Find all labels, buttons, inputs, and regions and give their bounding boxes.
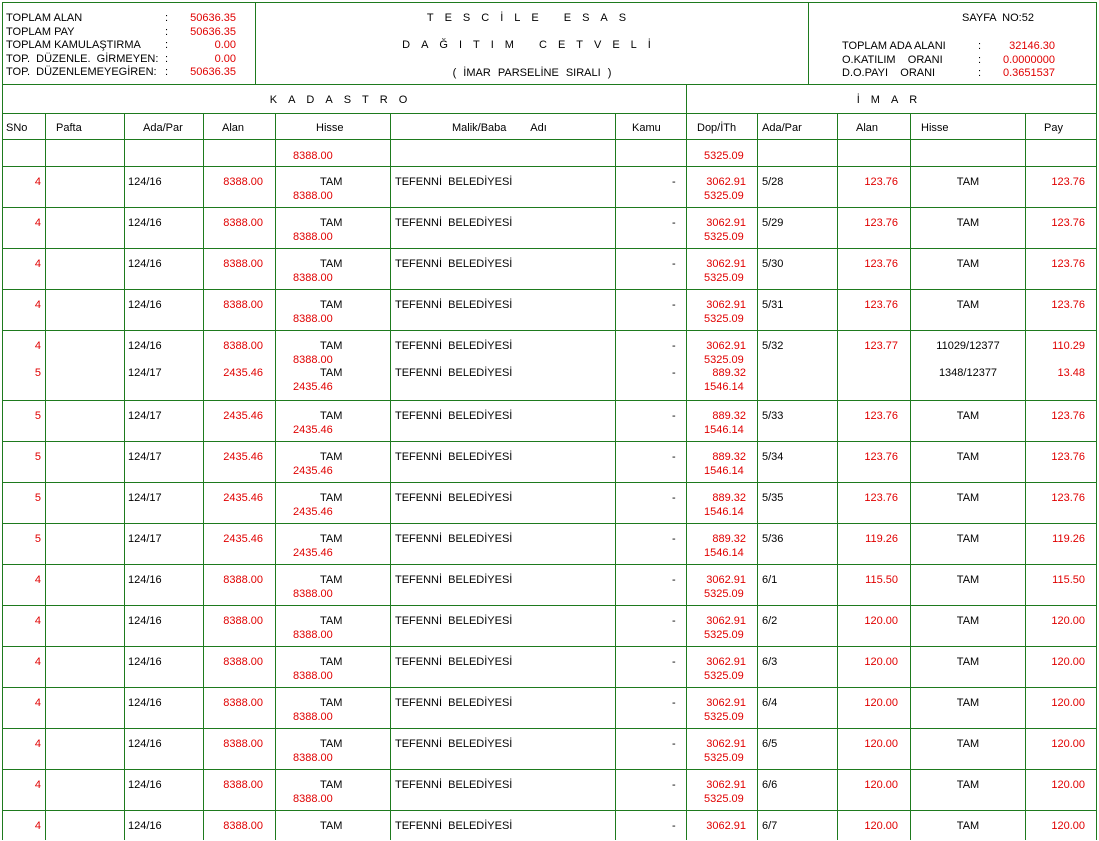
- cell-malik: TEFENNİ BELEDİYESİ: [395, 451, 513, 463]
- cell-dop2: 5325.09: [704, 587, 744, 600]
- cell-adapar: 124/16: [128, 340, 162, 352]
- cell-dop: 3062.91: [706, 574, 746, 586]
- col-imar-adapar: Ada/Par: [762, 122, 802, 134]
- col-adapar: Ada/Par: [143, 122, 183, 134]
- cell-kamu: -: [672, 176, 676, 188]
- cell-alan: 2435.46: [223, 451, 263, 463]
- cell-hisse: TAM: [320, 697, 343, 709]
- total-value: 0.00: [214, 52, 236, 65]
- cell-hisse: TAM: [320, 451, 343, 463]
- cell-imar-hisse: TAM: [956, 299, 980, 311]
- cell-malik: TEFENNİ BELEDİYESİ: [395, 492, 513, 504]
- cell-dop2: 5325.09: [704, 792, 744, 805]
- cell-imar-hisse: TAM: [956, 738, 980, 750]
- cell-malik: TEFENNİ BELEDİYESİ: [395, 820, 513, 832]
- ratio-value: 0.0000000: [1003, 53, 1055, 66]
- cell-kamu: -: [672, 656, 676, 668]
- col-sno: SNo: [6, 122, 28, 134]
- cell-hisse: TAM: [320, 367, 343, 379]
- cell-hisse-area: 8388.00: [293, 710, 333, 723]
- cell-pay: 123.76: [1051, 451, 1085, 463]
- cell-imar-adapar: 5/33: [762, 410, 784, 422]
- cell-imar-adapar: 6/5: [762, 738, 778, 750]
- cell-imar-alan: 119.26: [865, 533, 898, 545]
- cell-imar-hisse: TAM: [956, 697, 980, 709]
- cell-hisse: TAM: [320, 410, 343, 422]
- doc-title-line3: ( İMAR PARSELİNE SIRALI ): [452, 67, 612, 79]
- cell-hisse-area: 8388.00: [293, 751, 333, 764]
- cell-hisse-area: 2435.46: [293, 423, 333, 436]
- cell-imar-alan: 123.76: [864, 299, 898, 311]
- cell-adapar: 124/16: [128, 258, 162, 270]
- cell-dop2: 5325.09: [704, 312, 744, 325]
- cell-kamu: -: [672, 779, 676, 791]
- cell-imar-adapar: 5/35: [762, 492, 784, 504]
- colon: :: [978, 67, 982, 80]
- cell-dop: 889.32: [712, 451, 746, 463]
- cell-sno: 4: [34, 258, 41, 270]
- cell-imar-alan: 120.00: [864, 779, 898, 791]
- cell-hisse: TAM: [320, 533, 343, 545]
- cell-imar-adapar: 5/32: [762, 340, 784, 352]
- total-label: TOP. DÜZENLE. GİRMEYEN:: [6, 52, 159, 65]
- total-value: 0.00: [214, 39, 236, 52]
- cell-malik: TEFENNİ BELEDİYESİ: [395, 656, 513, 668]
- cell-sno: 4: [34, 217, 41, 229]
- cell-dop2: 5325.09: [704, 230, 744, 243]
- cell-imar-alan: 123.76: [864, 217, 898, 229]
- cell-pay: 123.76: [1051, 258, 1085, 270]
- section-kadastro: KADASTRO: [269, 94, 419, 106]
- cell-dop2: 5325.09: [704, 751, 744, 764]
- cell-malik: TEFENNİ BELEDİYESİ: [395, 574, 513, 586]
- cell-pay: 123.76: [1051, 492, 1085, 504]
- total-value: 50636.35: [190, 25, 236, 38]
- cell-alan: 8388.00: [223, 697, 263, 709]
- colon: :: [978, 53, 982, 66]
- carry-dop: 5325.09: [704, 150, 744, 162]
- cell-imar-alan: 120.00: [864, 615, 898, 627]
- cell-dop: 889.32: [712, 492, 746, 504]
- cell-alan: 8388.00: [223, 258, 263, 270]
- cell-sno: 5: [34, 533, 41, 545]
- cell-imar-hisse: TAM: [956, 574, 980, 586]
- cell-dop2: 1546.14: [704, 464, 744, 477]
- cell-imar-adapar: 5/28: [762, 176, 784, 188]
- cell-imar-alan: 123.76: [864, 410, 898, 422]
- ratio-label: D.O.PAYI ORANI: [842, 67, 936, 80]
- col-kamu: Kamu: [632, 122, 661, 134]
- cell-kamu: -: [672, 258, 676, 270]
- cell-pay: 115.50: [1052, 574, 1085, 586]
- cell-imar-adapar: 6/4: [762, 697, 778, 709]
- cell-sno: 4: [34, 697, 41, 709]
- cell-malik: TEFENNİ BELEDİYESİ: [395, 738, 513, 750]
- cell-pay: 110.29: [1052, 340, 1085, 352]
- colon: :: [165, 66, 169, 79]
- cell-dop2: 1546.14: [704, 546, 744, 559]
- ratio-label: TOPLAM ADA ALANI: [842, 40, 946, 52]
- cell-sno: 4: [34, 574, 41, 586]
- cell-kamu: -: [672, 615, 676, 627]
- cell-alan: 2435.46: [223, 533, 263, 545]
- cell-hisse-area: 2435.46: [293, 464, 333, 477]
- cell-kamu: -: [672, 738, 676, 750]
- col-malik: Malik/Baba Adı: [452, 122, 547, 134]
- cell-malik: TEFENNİ BELEDİYESİ: [395, 533, 513, 545]
- cell-alan: 2435.46: [223, 492, 263, 504]
- cell-dop2: 5325.09: [704, 353, 744, 366]
- cell-imar-hisse: TAM: [956, 656, 980, 668]
- total-value: 50636.35: [190, 66, 236, 79]
- cell-hisse: TAM: [320, 738, 343, 750]
- cell-hisse-area: 2435.46: [293, 505, 333, 518]
- cell-dop: 3062.91: [706, 217, 746, 229]
- cell-malik: TEFENNİ BELEDİYESİ: [395, 779, 513, 791]
- cell-alan: 2435.46: [223, 410, 263, 422]
- col-alan: Alan: [222, 122, 245, 134]
- colon: :: [165, 25, 169, 38]
- cell-dop: 3062.91: [706, 738, 746, 750]
- cell-dop2: 1546.14: [704, 423, 744, 436]
- cell-sno: 5: [34, 410, 41, 422]
- section-imar: İMAR: [856, 94, 929, 106]
- cell-hisse-area: 8388.00: [293, 792, 333, 805]
- cell-hisse: TAM: [320, 217, 343, 229]
- cell-hisse-area: 2435.46: [293, 380, 333, 393]
- cell-imar-alan: 120.00: [864, 738, 898, 750]
- cell-dop2: 5325.09: [704, 271, 744, 284]
- cell-sno: 4: [34, 615, 41, 627]
- cell-adapar: 124/17: [128, 410, 162, 422]
- col-dop: Dop/İTh: [697, 122, 737, 134]
- cell-dop2: 5325.09: [704, 628, 744, 641]
- cell-alan: 8388.00: [223, 779, 263, 791]
- ratio-label: O.KATILIM ORANI: [842, 53, 943, 66]
- cell-pay: 123.76: [1051, 217, 1085, 229]
- cell-pay: 123.76: [1051, 176, 1085, 188]
- cell-imar-adapar: 5/29: [762, 217, 784, 229]
- cell-dop: 889.32: [712, 410, 746, 422]
- total-label: TOPLAM ALAN: [6, 12, 83, 24]
- cell-pay: 123.76: [1051, 299, 1085, 311]
- cell-pay: 120.00: [1051, 820, 1085, 832]
- cell-hisse-area: 8388.00: [293, 230, 333, 243]
- cell-imar-hisse: 11029/12377: [936, 340, 1000, 352]
- cell-adapar: 124/16: [128, 615, 162, 627]
- total-label: TOP. DÜZENLEMEYEGİREN:: [6, 66, 157, 79]
- cell-hisse-area: 2435.46: [293, 546, 333, 559]
- cell-imar-alan: 120.00: [864, 656, 898, 668]
- cell-alan: 8388.00: [223, 574, 263, 586]
- cell-imar-adapar: 6/7: [762, 820, 778, 832]
- ratio-value: 32146.30: [1009, 40, 1055, 52]
- cell-dop: 889.32: [712, 367, 746, 379]
- cell-adapar: 124/17: [128, 367, 162, 379]
- doc-title-line2: DAĞITIM CETVELİ: [402, 39, 662, 51]
- cell-hisse-area: 8388.00: [293, 189, 333, 202]
- cell-kamu: -: [672, 410, 676, 422]
- cell-kamu: -: [672, 533, 676, 545]
- cell-adapar: 124/16: [128, 574, 162, 586]
- cell-imar-alan: 123.77: [864, 340, 898, 352]
- colon: :: [165, 12, 169, 24]
- cell-kamu: -: [672, 574, 676, 586]
- cell-sno: 4: [34, 299, 41, 311]
- cell-imar-adapar: 5/34: [762, 451, 784, 463]
- cell-imar-adapar: 6/3: [762, 656, 778, 668]
- cell-imar-hisse: TAM: [956, 176, 980, 188]
- cell-kamu: -: [672, 492, 676, 504]
- cell-hisse-area: 8388.00: [293, 353, 333, 366]
- cell-malik: TEFENNİ BELEDİYESİ: [395, 299, 513, 311]
- cell-imar-alan: 123.76: [864, 176, 898, 188]
- cell-hisse: TAM: [320, 615, 343, 627]
- doc-title-line1: TESCİLE ESAS: [426, 12, 638, 24]
- cell-dop: 3062.91: [706, 697, 746, 709]
- cell-dop: 3062.91: [706, 779, 746, 791]
- cell-alan: 8388.00: [223, 738, 263, 750]
- col-imar-hisse: Hisse: [921, 122, 949, 134]
- cell-adapar: 124/16: [128, 217, 162, 229]
- total-value: 50636.35: [190, 12, 236, 24]
- cell-imar-hisse: TAM: [956, 615, 980, 627]
- cell-kamu: -: [672, 697, 676, 709]
- cell-imar-hisse: TAM: [956, 779, 980, 791]
- cell-dop: 3062.91: [706, 176, 746, 188]
- cell-dop: 3062.91: [706, 340, 746, 352]
- cell-imar-adapar: 5/30: [762, 258, 784, 270]
- cell-malik: TEFENNİ BELEDİYESİ: [395, 615, 513, 627]
- cell-malik: TEFENNİ BELEDİYESİ: [395, 367, 513, 379]
- cell-dop: 889.32: [712, 533, 746, 545]
- cell-imar-alan: 123.76: [864, 492, 898, 504]
- cell-kamu: -: [672, 299, 676, 311]
- cell-pay: 13.48: [1057, 367, 1085, 379]
- cell-hisse-area: 8388.00: [293, 628, 333, 641]
- col-imar-alan: Alan: [856, 122, 879, 134]
- cell-hisse: TAM: [320, 656, 343, 668]
- cell-pay: 120.00: [1051, 779, 1085, 791]
- cell-adapar: 124/16: [128, 820, 162, 832]
- cell-imar-hisse: TAM: [956, 820, 980, 832]
- cell-alan: 8388.00: [223, 176, 263, 188]
- cell-pay: 120.00: [1051, 738, 1085, 750]
- cell-hisse: TAM: [320, 779, 343, 791]
- cell-dop2: 1546.14: [704, 380, 744, 393]
- cell-alan: 2435.46: [223, 367, 263, 379]
- cell-hisse-area: 8388.00: [293, 587, 333, 600]
- cell-malik: TEFENNİ BELEDİYESİ: [395, 217, 513, 229]
- cell-adapar: 124/16: [128, 779, 162, 791]
- cell-sno: 4: [34, 738, 41, 750]
- cell-adapar: 124/16: [128, 697, 162, 709]
- cell-imar-adapar: 6/6: [762, 779, 778, 791]
- cell-pay: 120.00: [1051, 697, 1085, 709]
- cell-imar-alan: 115.50: [865, 574, 898, 586]
- cell-sno: 4: [34, 340, 41, 352]
- cell-hisse: TAM: [320, 574, 343, 586]
- cell-imar-hisse: TAM: [956, 217, 980, 229]
- cell-hisse: TAM: [320, 340, 343, 352]
- cell-hisse-area: 8388.00: [293, 271, 333, 284]
- cell-imar-adapar: 6/1: [762, 574, 778, 586]
- cell-adapar: 124/16: [128, 656, 162, 668]
- carry-hisse: 8388.00: [293, 150, 333, 162]
- cell-dop2: 5325.09: [704, 669, 744, 682]
- cell-malik: TEFENNİ BELEDİYESİ: [395, 340, 513, 352]
- col-pafta: Pafta: [56, 122, 82, 134]
- cell-imar-adapar: 6/2: [762, 615, 778, 627]
- cell-dop2: 5325.09: [704, 710, 744, 723]
- cell-imar-hisse: TAM: [956, 492, 980, 504]
- cell-alan: 8388.00: [223, 299, 263, 311]
- cell-adapar: 124/16: [128, 176, 162, 188]
- cell-kamu: -: [672, 451, 676, 463]
- cell-dop: 3062.91: [706, 299, 746, 311]
- cell-pay: 123.76: [1051, 410, 1085, 422]
- cell-imar-alan: 120.00: [864, 820, 898, 832]
- cell-pay: 120.00: [1051, 656, 1085, 668]
- cell-imar-alan: 123.76: [864, 451, 898, 463]
- cell-dop2: 1546.14: [704, 505, 744, 518]
- cell-imar-adapar: 5/36: [762, 533, 784, 545]
- cell-sno: 4: [34, 656, 41, 668]
- cell-sno: 4: [34, 820, 41, 832]
- cell-hisse: TAM: [320, 820, 343, 832]
- cell-hisse: TAM: [320, 492, 343, 504]
- cell-malik: TEFENNİ BELEDİYESİ: [395, 258, 513, 270]
- col-hisse: Hisse: [316, 122, 344, 134]
- total-label: TOPLAM KAMULAŞTIRMA: [6, 39, 141, 52]
- cell-kamu: -: [672, 367, 676, 379]
- colon: :: [978, 40, 982, 52]
- cell-hisse: TAM: [320, 299, 343, 311]
- cell-sno: 4: [34, 779, 41, 791]
- cell-sno: 5: [34, 451, 41, 463]
- cell-pay: 120.00: [1051, 615, 1085, 627]
- cell-sno: 5: [34, 367, 41, 379]
- cell-malik: TEFENNİ BELEDİYESİ: [395, 697, 513, 709]
- cell-dop: 3062.91: [706, 615, 746, 627]
- cell-kamu: -: [672, 820, 676, 832]
- cell-hisse-area: 8388.00: [293, 669, 333, 682]
- cell-imar-hisse: TAM: [956, 410, 980, 422]
- cell-kamu: -: [672, 217, 676, 229]
- cell-adapar: 124/17: [128, 533, 162, 545]
- cell-adapar: 124/16: [128, 299, 162, 311]
- cell-malik: TEFENNİ BELEDİYESİ: [395, 176, 513, 188]
- cell-kamu: -: [672, 340, 676, 352]
- cell-hisse: TAM: [320, 176, 343, 188]
- cell-dop2: 5325.09: [704, 189, 744, 202]
- colon: :: [165, 52, 169, 65]
- cell-imar-alan: 123.76: [864, 258, 898, 270]
- cell-malik: TEFENNİ BELEDİYESİ: [395, 410, 513, 422]
- colon: :: [165, 39, 169, 52]
- cell-sno: 5: [34, 492, 41, 504]
- cell-adapar: 124/17: [128, 451, 162, 463]
- cell-alan: 8388.00: [223, 820, 263, 832]
- ratio-value: 0.3651537: [1003, 67, 1055, 80]
- cell-adapar: 124/17: [128, 492, 162, 504]
- cell-pay: 119.26: [1052, 533, 1085, 545]
- cell-imar-hisse: 1348/12377: [938, 367, 998, 379]
- cell-alan: 8388.00: [223, 217, 263, 229]
- col-pay: Pay: [1044, 122, 1063, 134]
- cell-alan: 8388.00: [223, 340, 263, 352]
- cell-hisse: TAM: [320, 258, 343, 270]
- cell-imar-hisse: TAM: [956, 258, 980, 270]
- cell-dop: 3062.91: [706, 820, 746, 832]
- cell-adapar: 124/16: [128, 738, 162, 750]
- cell-hisse-area: 8388.00: [293, 312, 333, 325]
- cell-sno: 4: [34, 176, 41, 188]
- cell-imar-alan: 120.00: [864, 697, 898, 709]
- cell-alan: 8388.00: [223, 656, 263, 668]
- cell-imar-adapar: 5/31: [762, 299, 784, 311]
- cell-imar-hisse: TAM: [956, 533, 980, 545]
- cell-alan: 8388.00: [223, 615, 263, 627]
- page-number: SAYFA NO:52: [962, 12, 1034, 24]
- cell-imar-hisse: TAM: [956, 451, 980, 463]
- cell-dop: 3062.91: [706, 656, 746, 668]
- total-label: TOPLAM PAY: [6, 25, 75, 38]
- cell-dop: 3062.91: [706, 258, 746, 270]
